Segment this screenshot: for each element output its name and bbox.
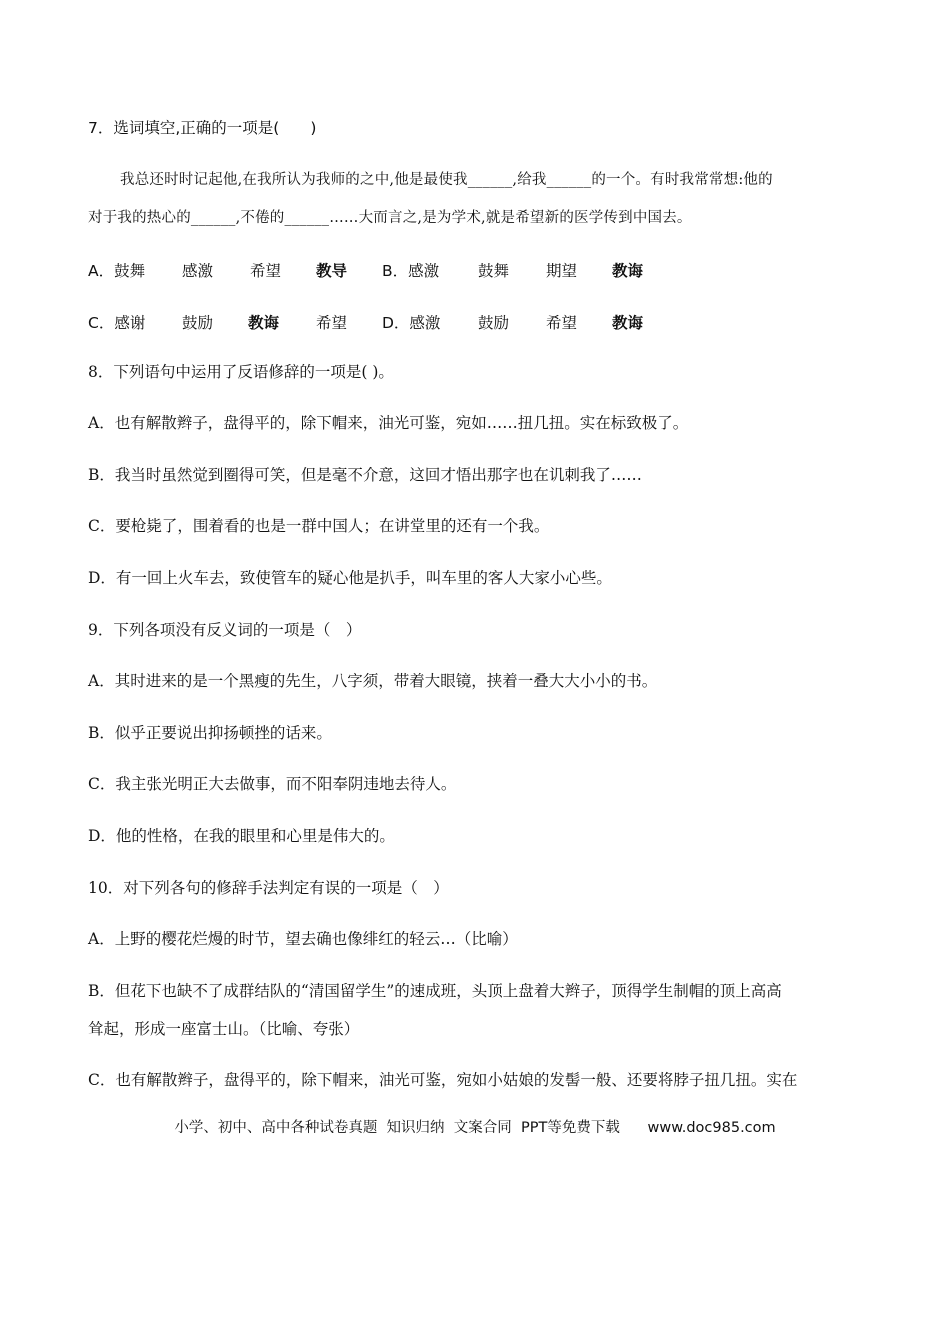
q7-option-b: B．感激 [382,262,440,280]
question-9-option-c: C．我主张光明正大去做事，而不阳奉阴违地去待人。 [88,775,457,793]
question-8-option-a: A．也有解散辫子，盘得平的，除下帽来，油光可鉴，宛如……扭几扭。实在标致极了。 [88,414,689,432]
question-9-stem: 9．下列各项没有反义词的一项是（ ） [88,621,362,639]
question-7-passage-line-2: 对于我的热心的______,不倦的______……大而言之,是为学术,就是希望新的医学传到中国去。 [88,210,692,226]
question-7-passage-line-1: 我总还时时记起他,在我所认为我师的之中,他是最使我______,给我______的一个。有时我常常想:他的 [120,172,773,188]
question-8-option-d: D．有一回上火车去，致使管车的疑心他是扒手，叫车里的客人大家小心些。 [88,569,612,587]
q7-option-c: C．感谢 [88,314,146,332]
q7-option-b-word-3: 期望 [546,262,578,280]
q7-option-b-word-2: 鼓舞 [478,262,510,280]
q7-option-d-word-3: 希望 [546,314,578,332]
question-10-stem: 10．对下列各句的修辞手法判定有误的一项是（ ） [88,879,449,897]
q7-option-c-word-3: 教诲 [248,314,280,332]
q7-option-a-word-3: 希望 [250,262,282,280]
q7-option-c-word-2: 鼓励 [182,314,214,332]
q7-option-c-word-4: 希望 [316,314,348,332]
q7-option-b-word-4: 教诲 [612,262,644,280]
question-9-option-d: D．他的性格，在我的眼里和心里是伟大的。 [88,827,395,845]
question-10-option-a: A．上野的樱花烂熳的时节，望去确也像绯红的轻云…（比喻） [88,930,518,948]
q7-option-a: A．鼓舞 [88,262,146,280]
question-8-option-c: C．要枪毙了，围着看的也是一群中国人；在讲堂里的还有一个我。 [88,517,550,535]
q7-option-d: D．感激 [382,314,441,332]
question-7-stem: 7．选词填空,正确的一项是( ) [88,119,317,137]
question-10-option-c-line-1: C．也有解散辫子，盘得平的，除下帽来，油光可鉴，宛如小姑娘的发髻一般、还要将脖子扭几扭。实在 [88,1071,798,1089]
q7-option-d-word-2: 鼓励 [478,314,510,332]
q7-option-d-word-4: 教诲 [612,314,644,332]
question-9-option-a: A．其时进来的是一个黑瘦的先生，八字须，带着大眼镜，挟着一叠大大小小的书。 [88,672,658,690]
q7-option-a-word-4: 教导 [316,262,348,280]
question-9-option-b: B．似乎正要说出抑扬顿挫的话来。 [88,724,332,742]
page-footer: 小学、初中、高中各种试卷真题 知识归纳 文案合同 PPT等免费下载 www.doc985.com [174,1120,776,1136]
question-10-option-b-line-1: B．但花下也缺不了成群结队的“清国留学生”的速成班，头顶上盘着大辫子，顶得学生制帽的顶上高高 [88,982,782,1000]
question-10-option-b-line-2: 耸起，形成一座富士山。（比喻、夸张） [88,1020,360,1038]
q7-option-a-word-2: 感激 [182,262,214,280]
question-8-stem: 8．下列语句中运用了反语修辞的一项是( )。 [88,363,394,381]
question-8-option-b: B．我当时虽然觉到圈得可笑，但是毫不介意，这回才悟出那字也在讥刺我了…… [88,466,642,484]
